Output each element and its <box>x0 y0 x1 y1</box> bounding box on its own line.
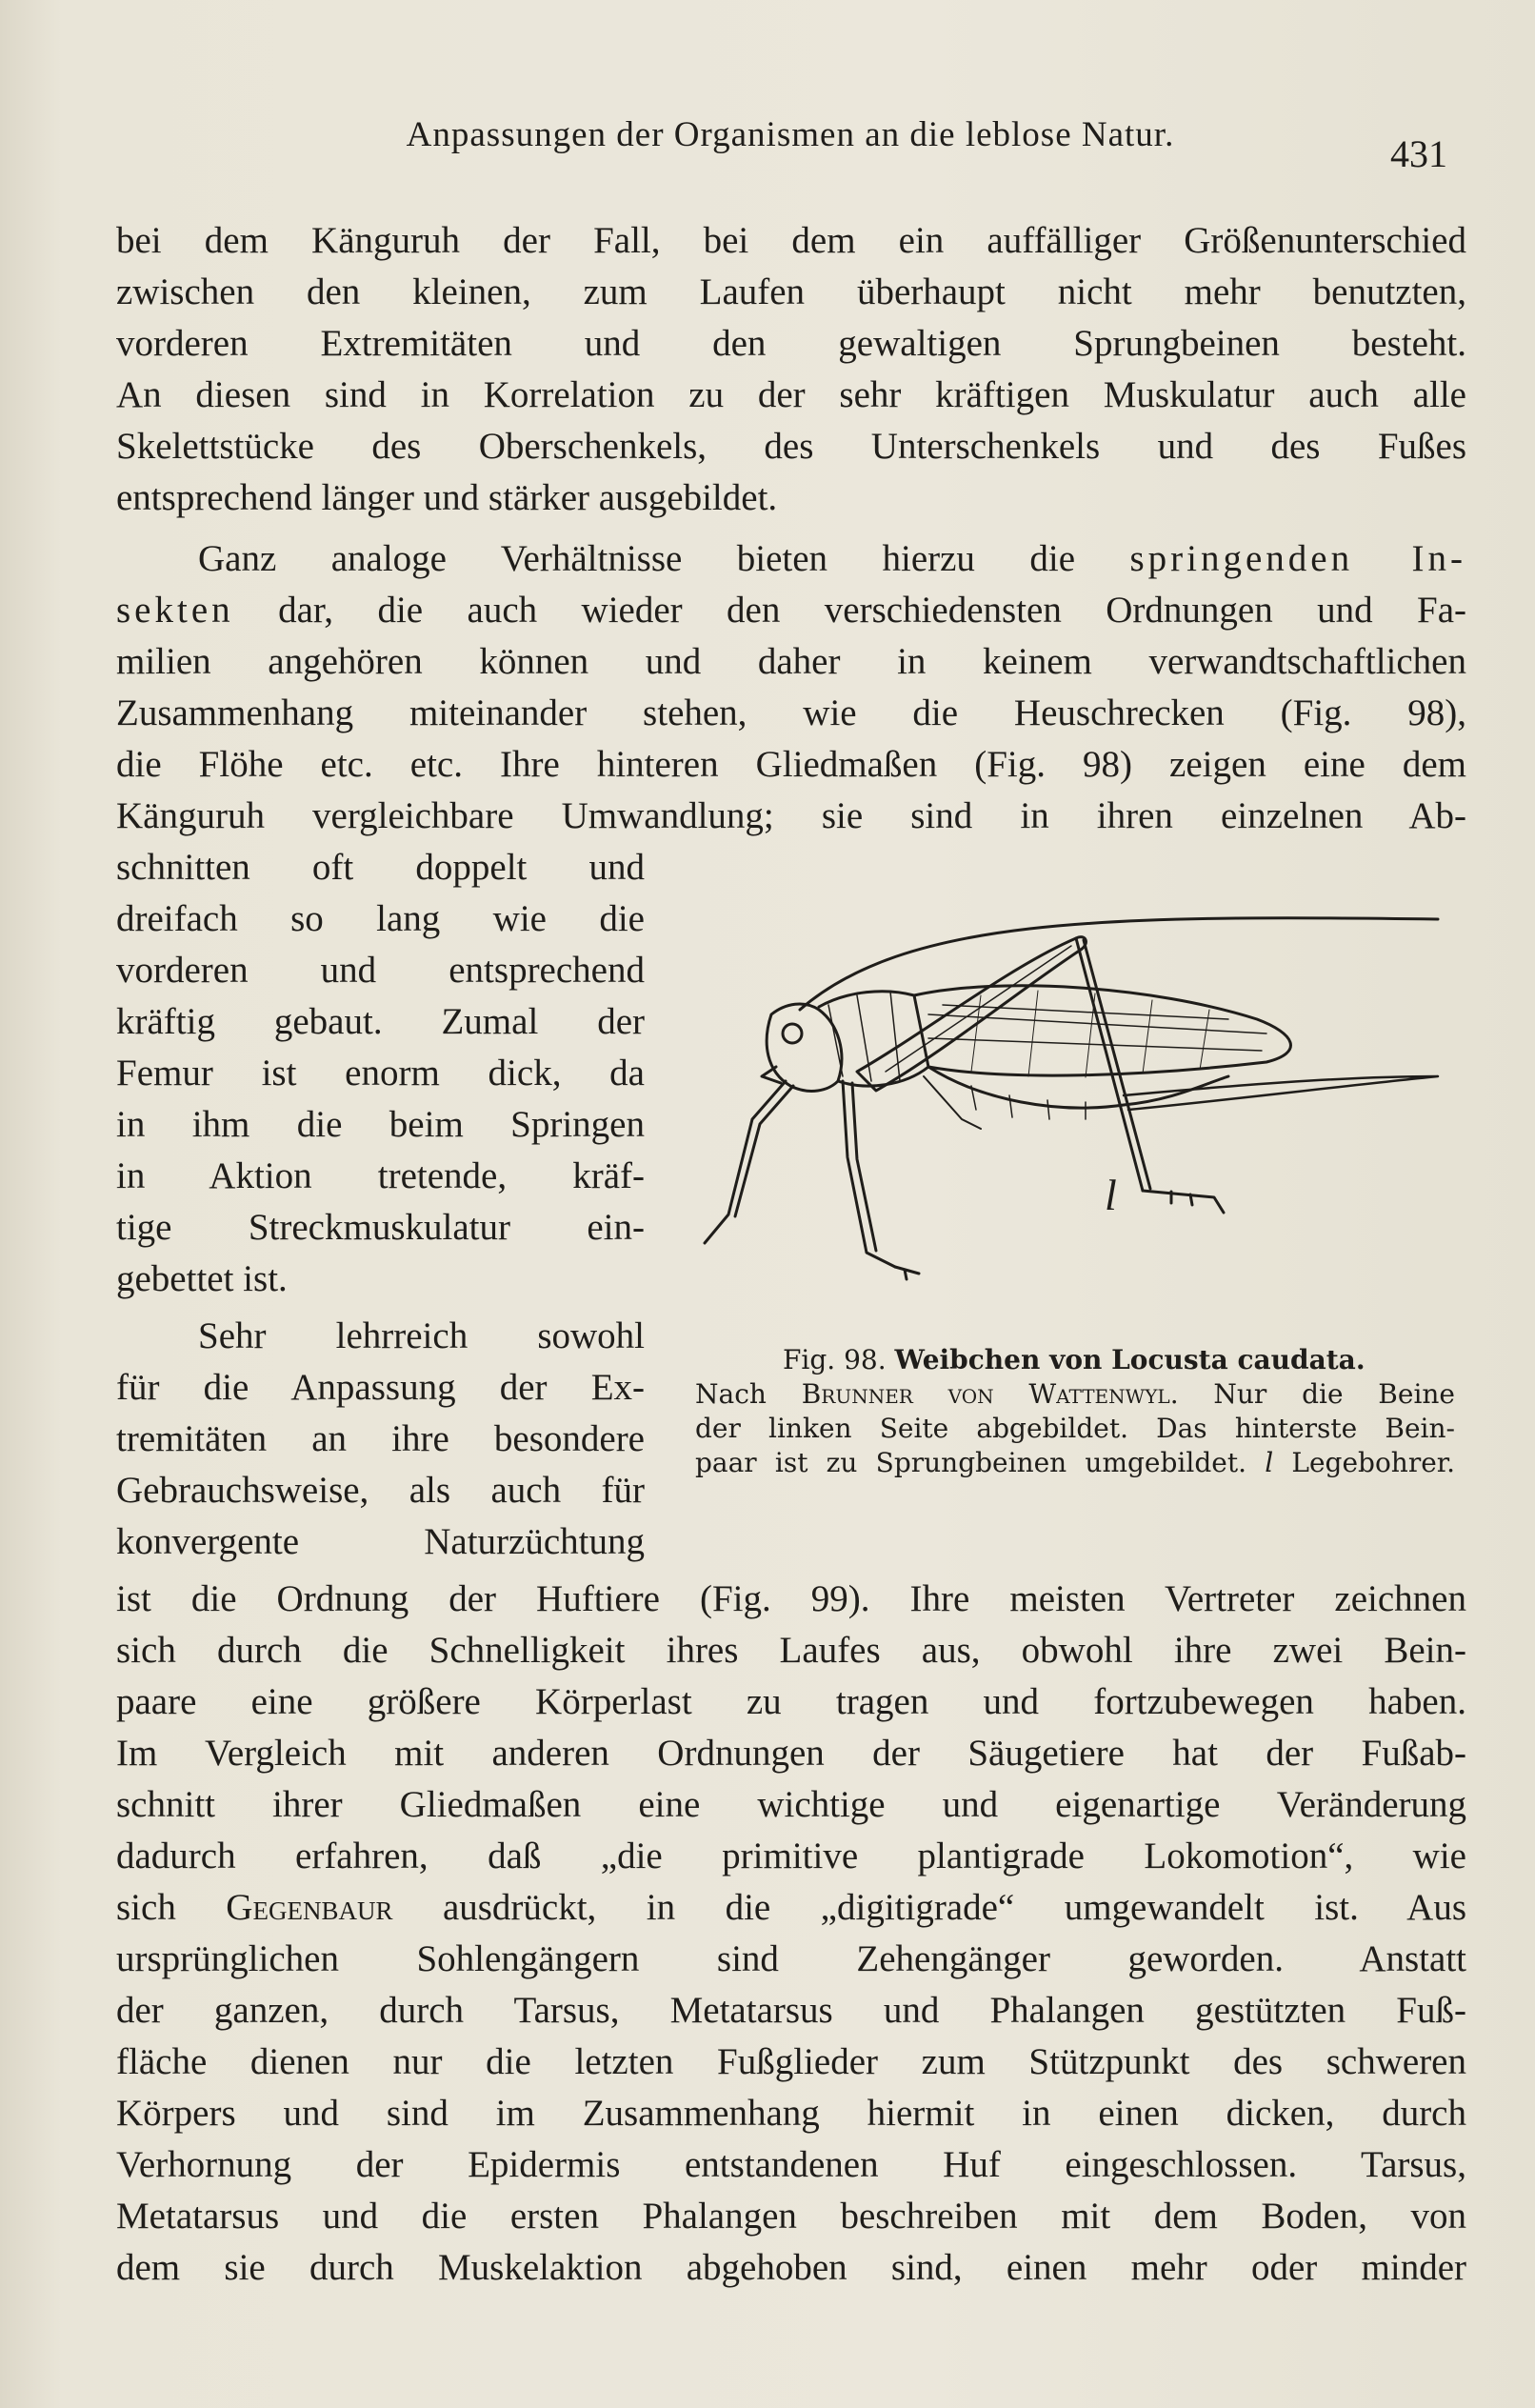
text-line: die Flöhe etc. etc. Ihre hinteren Gliedmaßen (Fig. 98) zeigen eine dem <box>116 744 1466 785</box>
text-line: ursprünglichen Sohlengängern sind Zehengänger geworden. Anstatt <box>116 1938 1466 1979</box>
text-line: fläche dienen nur die letzten Fußglieder zum Stützpunkt des schweren <box>116 2041 1466 2082</box>
text-line: schnitt ihrer Gliedmaßen eine wichtige und eigenartige Veränderung <box>116 1784 1466 1825</box>
text-line: Femur ist enorm dick, da <box>116 1053 645 1094</box>
text-line: Sehr lehrreich sowohl <box>198 1315 645 1356</box>
text-line: Zusammenhang miteinander stehen, wie die Heuschrecken (Fig. 98), <box>116 692 1466 733</box>
text-line: konvergente Naturzüchtung <box>116 1521 645 1562</box>
emphasis-spaced: springenden In- <box>1129 538 1466 579</box>
text-line: sich durch die Schnelligkeit ihres Laufes aus, obwohl ihre zwei Bein- <box>116 1630 1466 1671</box>
text-line: ist die Ordnung der Huftiere (Fig. 99). Ihre meisten Vertreter zeichnen <box>116 1578 1466 1619</box>
text-span: Ganz analoge Verhältnisse bieten hierzu die <box>198 538 1076 579</box>
text-line <box>116 585 1466 636</box>
figure-caption-line: der linken Seite abgebildet. Das hinterste Bein- <box>695 1413 1455 1444</box>
figure-number: Fig. 98. <box>783 1344 887 1375</box>
text-line: dem sie durch Muskelaktion abgehoben sind, einen mehr oder minder <box>116 2247 1466 2288</box>
text-line: An diesen sind in Korrelation zu der sehr kräftigen Muskulatur auch alle <box>116 374 1466 415</box>
text-line: Metatarsus und die ersten Phalangen beschreiben mit dem Boden, von <box>116 2196 1466 2237</box>
text-line: milien angehören können und daher in keinem verwandtschaftlichen <box>116 641 1466 682</box>
author-name: Gegenbaur <box>226 1887 393 1928</box>
page-number: 431 <box>1390 132 1447 175</box>
text-line: paare eine größere Körperlast zu tragen und fortzubewegen haben. <box>116 1681 1466 1722</box>
text-line: tremitäten an ihre besondere <box>116 1418 645 1459</box>
running-header: Anpassungen der Organismen an die leblose Natur. <box>406 115 1175 154</box>
text-line: kräftig gebaut. Zumal der <box>116 1001 645 1042</box>
figure-caption-line <box>695 1377 1455 1412</box>
text-span: dar, die auch wieder den verschiedensten Ordnungen und Fa- <box>278 590 1467 631</box>
text-line: tige Streckmuskulatur ein- <box>116 1207 645 1248</box>
text-span: Legebohrer. <box>1291 1447 1455 1478</box>
text-line: Känguruh vergleichbare Umwandlung; sie sind in ihren einzelnen Ab- <box>116 795 1466 836</box>
text-line <box>116 533 1466 585</box>
text-span: Nach <box>695 1378 767 1410</box>
text-line: gebettet ist. <box>116 1258 288 1299</box>
text-line: entsprechend länger und stärker ausgebildet. <box>116 477 778 518</box>
text-line: schnitten oft doppelt und <box>116 847 645 888</box>
text-line: Verhornung der Epidermis entstandenen Huf eingeschlossen. Tarsus, <box>116 2144 1466 2185</box>
text-line: zwischen den kleinen, zum Laufen überhaupt nicht mehr benutzten, <box>116 271 1466 312</box>
author-name: Brunner von Wattenwyl. <box>801 1378 1179 1410</box>
grasshopper-illustration <box>695 900 1447 1329</box>
text-line: in ihm die beim Springen <box>116 1104 645 1145</box>
text-line: dadurch erfahren, daß „die primitive plantigrade Lokomotion“, wie <box>116 1836 1466 1876</box>
text-line: vorderen Extremitäten und den gewaltigen Sprungbeinen besteht. <box>116 323 1466 364</box>
text-span: paar ist zu Sprungbeinen umgebildet. <box>695 1447 1246 1478</box>
emphasis-spaced: sekten <box>116 590 234 631</box>
text-line <box>116 1882 1466 1934</box>
text-line: Im Vergleich mit anderen Ordnungen der Säugetiere hat der Fußab- <box>116 1733 1466 1774</box>
figure-label-l: l <box>1105 1171 1117 1219</box>
text-line: dreifach so lang wie die <box>116 898 645 939</box>
figure-caption-line <box>695 1343 1455 1377</box>
text-span: Nur die Beine <box>1213 1378 1456 1410</box>
figure-caption-line <box>695 1446 1455 1480</box>
text-line: bei dem Känguruh der Fall, bei dem ein auffälliger Größenunterschied <box>116 220 1466 261</box>
text-span: sich <box>116 1887 176 1928</box>
legend-l: l <box>1265 1447 1274 1478</box>
text-line: vorderen und entsprechend <box>116 950 645 991</box>
text-line: in Aktion tretende, kräf- <box>116 1155 645 1196</box>
text-line: Körpers und sind im Zusammenhang hiermit in einen dicken, durch <box>116 2093 1466 2134</box>
text-line: für die Anpassung der Ex- <box>116 1367 645 1408</box>
text-line: der ganzen, durch Tarsus, Metatarsus und Phalangen gestützten Fuß- <box>116 1990 1466 2031</box>
text-span: ausdrückt, in die „digitigrade“ umgewandelt ist. Aus <box>442 1887 1467 1928</box>
figure-title: Weibchen von Locusta caudata. <box>894 1344 1366 1375</box>
text-line: Skelettstücke des Oberschenkels, des Unterschenkels und des Fußes <box>116 426 1466 467</box>
text-line: Gebrauchsweise, als auch für <box>116 1470 645 1511</box>
